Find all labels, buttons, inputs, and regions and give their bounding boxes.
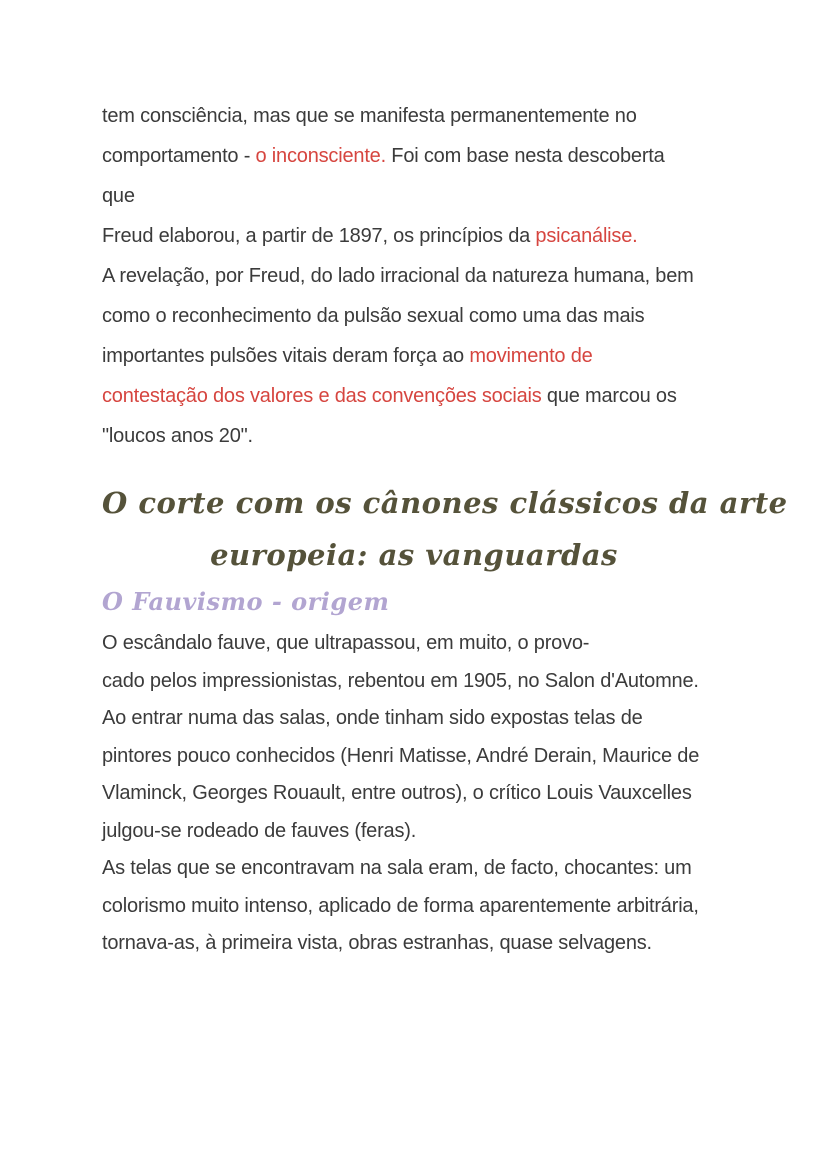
body-text: pintores pouco conhecidos (Henri Matisse, André Derain, Maurice de [102,744,700,767]
section-heading-line-1: O corte com os cânones clássicos da arte [102,486,788,520]
highlighted-text: contestação dos valores e das convenções sociais [102,385,542,407]
body-text: Freud elaborou, a partir de 1897, os princípios da [102,225,536,247]
section-heading [102,477,788,581]
body-text: julgou-se rodeado de fauves (feras). [102,819,417,842]
body-text: cado pelos impressionistas, rebentou em 1905, no Salon d'Automne. [102,669,699,692]
fauvism-origin-paragraph [102,625,726,963]
text-line [102,700,726,738]
fauvismo-origem-subheading: O Fauvismo - origem [102,587,390,616]
page-content [102,0,788,963]
body-text: tornava-as, à primeira vista, obras estranhas, quase selvagens. [102,932,652,954]
text-line [102,888,726,926]
body-text: que [102,185,135,207]
text-line [102,850,726,888]
text-line [102,663,726,701]
highlighted-text: o inconsciente. [255,145,386,167]
text-line [102,336,726,376]
text-line [102,136,726,176]
body-text: colorismo muito intenso, aplicado de forma aparentemente arbitrária, [102,894,699,917]
section-heading-line-2: europeia: as vanguardas [210,538,618,572]
highlighted-text: movimento de [469,345,593,367]
text-line [102,176,726,216]
body-text: O escândalo fauve, que ultrapassou, em muito, o provo- [102,632,590,654]
text-line [102,216,726,256]
body-text: Ao entrar numa das salas, onde tinham sido expostas telas de [102,707,643,729]
body-text: Foi com base nesta descoberta [385,145,665,167]
body-text: importantes pulsões vitais deram força ao [102,345,470,367]
body-text: As telas que se encontravam na sala eram, de facto, chocantes: um [102,857,692,879]
text-line [102,625,726,663]
text-line [102,775,726,813]
body-text: tem consciência, mas que se manifesta permanentemente no [102,105,637,127]
text-line [102,925,726,963]
body-text: como o reconhecimento da pulsão sexual como uma das mais [102,305,645,327]
text-line [102,96,726,136]
highlighted-text: psicanálise. [535,225,638,247]
text-line [102,296,726,336]
body-text: "loucos anos 20". [102,425,253,447]
body-text: comportamento - [102,145,256,167]
body-text: A revelação, por Freud, do lado irracional da natureza humana, bem [102,265,694,287]
body-text: que marcou os [541,385,677,407]
body-text: Vlaminck, Georges Rouault, entre outros), o crítico Louis Vauxcelles [102,782,692,804]
text-line [102,738,726,776]
text-line [102,376,726,416]
text-line [102,256,726,296]
text-line [102,416,726,456]
freud-unconscious-paragraph [102,0,726,456]
text-line [102,813,726,851]
